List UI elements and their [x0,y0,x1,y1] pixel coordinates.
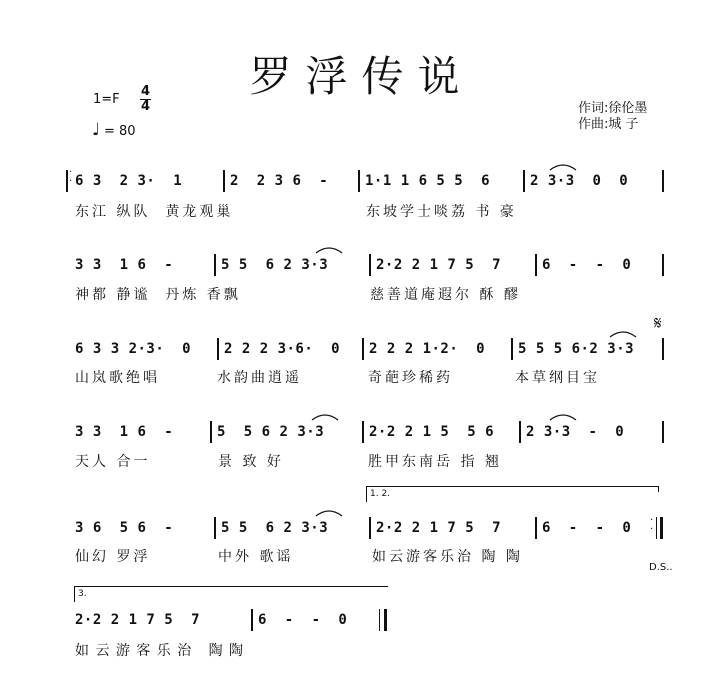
barline [519,421,521,443]
row1-measure3: 1·1 1 6 5 5 6 [365,173,499,189]
barline [214,254,216,276]
row3-measure3: 2 2 2 1·2· 0 [369,341,486,357]
row2-measure2: 5 5 6 2 3·3 [221,257,329,273]
barline [358,170,360,192]
row4-lyrics-c: 胜甲东南岳 指 翘 [368,454,502,470]
row3-lyrics-c: 奇葩珍稀药 [368,370,453,386]
row1-measure2: 2 2 3 6 - [230,173,329,189]
repeat-start-thick-bar [66,170,68,192]
row4-lyrics-b: 景 致 好 [218,454,284,470]
repeat-end-thin-bar [656,517,657,539]
row4-measure1: 3 3 1 6 - [75,424,174,440]
repeat-end-thick-bar [660,517,663,539]
row5-lyrics-c: 如云游客乐治 陶 陶 [372,549,523,565]
tie-slur [608,327,638,339]
barline [662,338,664,360]
composer-credit: 作曲:城 子 [578,117,639,132]
barline [369,517,371,539]
row6-measure2: 6 - - 0 [258,612,348,628]
row3-measure1: 6 3 3 2·3· 0 [75,341,192,357]
tie-slur [314,506,344,518]
repeat-end-dots: · · [650,515,654,535]
tempo-value: = 80 [104,124,136,139]
final-thin-bar [379,609,380,631]
song-title: 罗浮传说 [249,52,474,101]
row4-lyrics-a: 天人 合一 [75,454,151,470]
barline [223,170,225,192]
quarter-note-icon: ♩ [92,120,101,140]
row3-lyrics-b: 水韵曲逍遥 [217,370,302,386]
key-signature: 1=F [93,92,120,107]
row2-measure4: 6 - - 0 [542,257,632,273]
row1-lyrics-b: 东坡学士啖荔 书 豪 [366,204,517,220]
barline [251,609,253,631]
volta3-label: 3. [78,589,87,599]
final-thick-bar [384,609,387,631]
volta3-bracket-left [74,586,75,602]
row2-measure3: 2·2 2 1 7 5 7 [376,257,510,273]
barline [369,254,371,276]
barline [362,338,364,360]
row6-lyrics: 如 云 游 客 乐 治 陶 陶 [75,643,245,659]
row2-lyrics-b: 慈善道庵遐尔 酥 醪 [370,287,521,303]
lyricist-credit: 作词:徐伦墨 [578,101,648,116]
row5-lyrics-b: 中外 歌谣 [218,549,294,565]
row4-measure3: 2·2 2 1 5 5 6 [369,424,495,440]
barline [662,254,664,276]
row4-measure2: 5 5 6 2 3·3 [217,424,325,440]
tie-slur [314,243,344,255]
row3-lyrics-d: 本草纲目宝 [515,370,600,386]
tie-slur [548,410,578,422]
row6-measure1: 2·2 2 1 7 5 7 [75,612,209,628]
row5-measure1: 3 6 5 6 - [75,520,174,536]
repeat-dots: · · [69,167,73,187]
row5-measure2: 5 5 6 2 3·3 [221,520,329,536]
row3-lyrics-a: 山岚歌绝唱 [75,370,160,386]
barline [662,421,664,443]
volta3-bracket-top [74,586,388,587]
barline [362,421,364,443]
row2-measure1: 3 3 1 6 - [75,257,174,273]
barline [217,338,219,360]
tie-slur [310,410,340,422]
row5-lyrics-a: 仙幻 罗浮 [75,549,151,565]
volta-label: 1. 2. [370,489,391,499]
row3-measure2: 2 2 2 3·6· 0 [224,341,341,357]
row1-lyrics-a: 东江 纵队 黄龙观巢 [75,204,234,220]
barline [662,170,664,192]
barline [214,517,216,539]
row3-measure4: 5 5 5 6·2 3·3 [518,341,635,357]
volta-bracket-right [658,486,659,492]
barline [535,254,537,276]
row5-measure4: 6 - - 0 [542,520,632,536]
barline [511,338,513,360]
volta-bracket-top [366,486,658,487]
barline [523,170,525,192]
time-signature-top: 4 [141,84,151,99]
dal-segno-mark: D.S.. [649,562,673,573]
time-signature-bottom: 4 [141,99,151,114]
row4-measure4: 2 3·3 - 0 [526,424,625,440]
volta-bracket-left [366,486,367,502]
barline [535,517,537,539]
row5-measure3: 2·2 2 1 7 5 7 [376,520,510,536]
segno-icon: 𝄋 [654,313,662,334]
row2-lyrics-a: 神都 静谧 丹炼 香飘 [75,287,241,303]
tie-slur [548,160,578,172]
row1-measure1: 6 3 2 3· 1 [75,173,192,189]
barline [210,421,212,443]
row1-measure4: 2 3·3 0 0 [530,173,629,189]
